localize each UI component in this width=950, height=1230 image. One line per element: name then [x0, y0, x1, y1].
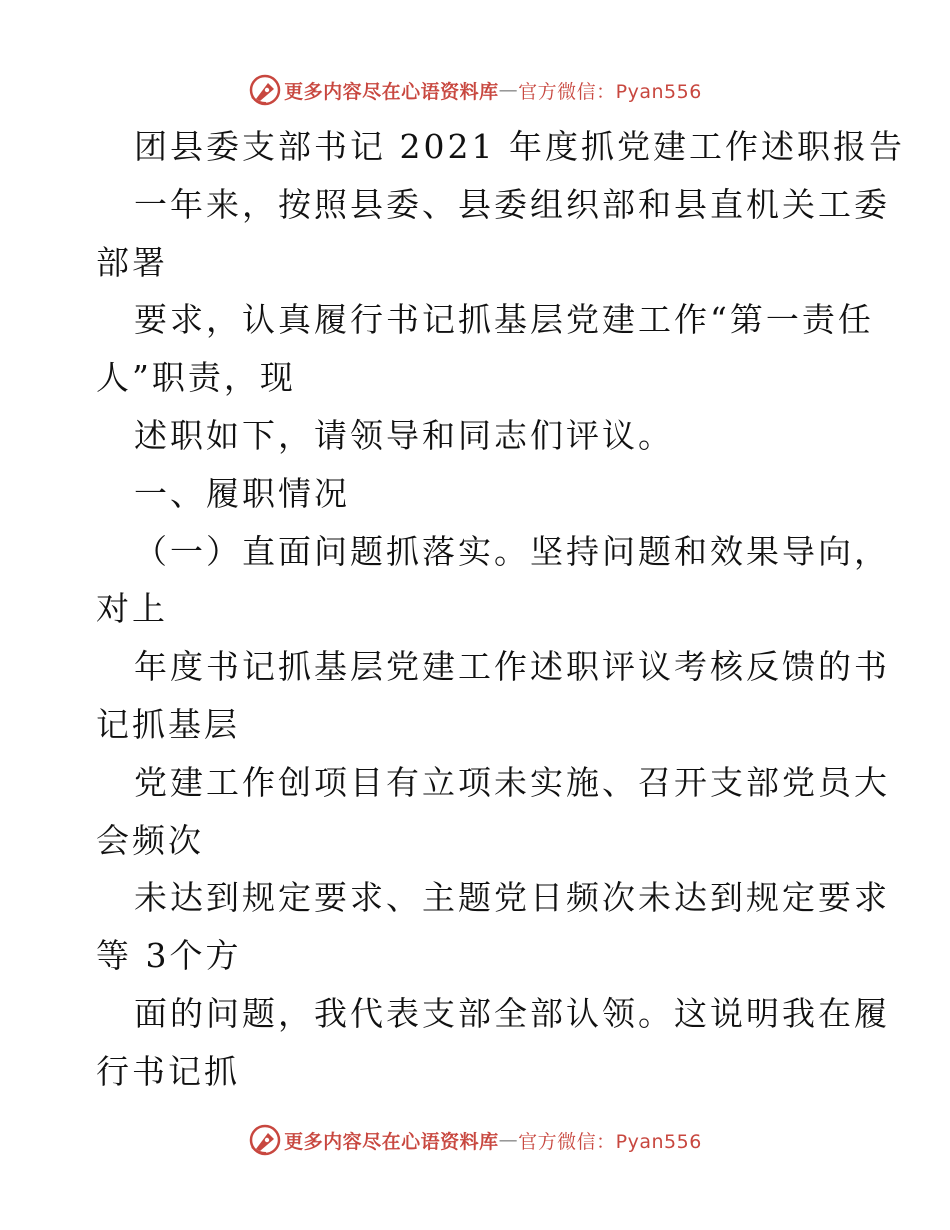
footer-watermark — [0, 1120, 950, 1160]
document-line: 部署 — [96, 242, 168, 282]
watermark-separator: — — [498, 79, 519, 101]
document-line: 记抓基层 — [96, 704, 240, 744]
document-line: 会频次 — [96, 820, 204, 860]
pen-nib-circle-icon — [248, 73, 282, 107]
document-line: 行书记抓 — [96, 1051, 240, 1091]
document-line: 述职如下，请领导和同志们评议。 — [134, 415, 674, 455]
document-line: 面的问题，我代表支部全部认领。这说明我在履 — [134, 993, 890, 1033]
watermark-text: 更多内容尽在心语资料库 — [284, 1130, 499, 1153]
document-line: 未达到规定要求、主题党日频次未达到规定要求 — [134, 878, 890, 918]
document-line: 等 3个方 — [96, 936, 242, 976]
document-line: 一、履职情况 — [134, 473, 350, 513]
watermark-wechat: 官方微信：Pyan556 — [518, 1130, 702, 1153]
watermark-text: 更多内容尽在心语资料库 — [284, 80, 499, 103]
document-line: 人”职责，现 — [96, 358, 296, 398]
document-body — [96, 118, 905, 1101]
document-line: 一年来，按照县委、县委组织部和县直机关工委 — [134, 184, 890, 224]
document-line: （一）直面问题抓落实。坚持问题和效果导向， — [134, 531, 890, 571]
document-line: 党建工作创项目有立项未实施、召开支部党员大 — [134, 762, 890, 802]
document-line: 团县委支部书记 2021 年度抓党建工作述职报告 — [134, 127, 905, 166]
document-line: 对上 — [96, 589, 168, 629]
header-watermark — [0, 70, 950, 110]
watermark-wechat: 官方微信：Pyan556 — [518, 80, 702, 103]
document-line: 年度书记抓基层党建工作述职评议考核反馈的书 — [134, 647, 890, 687]
watermark-separator: — — [498, 1129, 519, 1151]
document-line: 要求，认真履行书记抓基层党建工作“第一责任 — [134, 300, 874, 340]
pen-nib-circle-icon — [248, 1123, 282, 1157]
